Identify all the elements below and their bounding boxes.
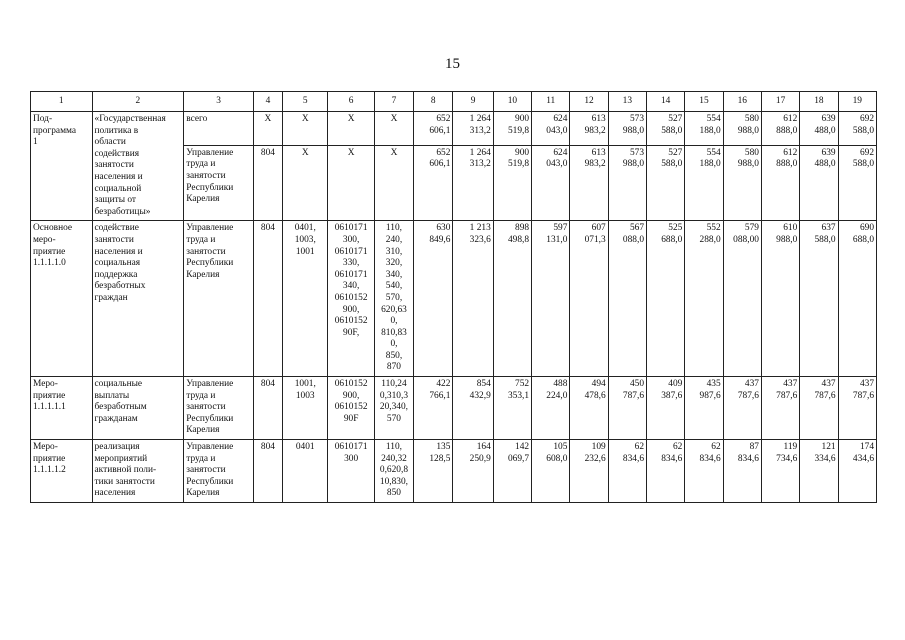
table-row xyxy=(31,221,877,377)
column-number-header xyxy=(532,92,570,112)
expense-type-cell xyxy=(374,440,413,503)
grbs-cell-text: 804 xyxy=(260,147,275,158)
value-cell xyxy=(647,440,685,503)
column-number-header xyxy=(253,92,282,112)
row-name-cell-text: социальные выплаты безработным гражданам xyxy=(94,379,147,424)
column-number-header xyxy=(493,92,531,112)
column-number-header-text: 3 xyxy=(216,95,221,106)
column-number-header xyxy=(761,92,799,112)
value-cell-text: 637 588,0 xyxy=(814,223,836,245)
grbs-cell-text: 804 xyxy=(260,442,275,453)
executor-cell xyxy=(184,377,254,440)
value-cell xyxy=(493,377,531,440)
value-cell-text: 62 834,6 xyxy=(699,442,721,464)
column-number-header-text: 2 xyxy=(135,95,141,106)
value-cell-text: 437 787,6 xyxy=(776,379,798,401)
value-cell xyxy=(761,221,799,377)
executor-cell xyxy=(184,221,254,377)
column-number-header xyxy=(685,92,723,112)
value-cell-text: 752 353,1 xyxy=(507,379,530,401)
value-cell xyxy=(453,221,493,377)
row-name-cell xyxy=(92,377,184,440)
value-cell-text: 109 232,6 xyxy=(584,442,606,464)
value-cell-text: 900 519,8 xyxy=(507,147,530,170)
row-label-cell xyxy=(31,377,93,440)
value-cell xyxy=(570,377,608,440)
value-cell-text: 142 069,7 xyxy=(507,442,530,464)
column-number-header xyxy=(328,92,374,112)
column-number-header xyxy=(374,92,413,112)
value-cell xyxy=(838,145,876,221)
value-cell xyxy=(414,145,453,221)
value-cell-text: 1 264 313,2 xyxy=(469,114,491,136)
value-cell-text: 435 987,6 xyxy=(699,379,721,401)
expense-type-cell-text: Х xyxy=(390,147,398,158)
row-label-cell-text: Основное меро- приятие 1.1.1.1.0 xyxy=(33,223,73,269)
value-cell-text: 580 988,0 xyxy=(737,147,759,170)
expense-type-cell-text: 110, 240, 310, 320, 340, 540, 570, 620,63 0, 810,83 0, 850, 870 xyxy=(381,223,407,373)
value-cell-text: 610 988,0 xyxy=(776,223,798,245)
value-cell-text: 573 988,0 xyxy=(622,147,644,170)
header-row xyxy=(31,92,877,112)
column-number-header-text: 5 xyxy=(302,95,308,106)
value-cell xyxy=(685,221,723,377)
row-name-cell xyxy=(92,440,184,503)
value-cell xyxy=(414,221,453,377)
value-cell-text: 87 834,6 xyxy=(737,442,759,464)
value-cell-text: 630 849,6 xyxy=(429,223,451,245)
value-cell xyxy=(800,145,838,221)
page-number: 15 xyxy=(445,56,460,72)
value-cell xyxy=(532,377,570,440)
column-number-header xyxy=(453,92,493,112)
value-cell-text: 639 488,0 xyxy=(814,114,836,136)
value-cell xyxy=(493,145,531,221)
table-row xyxy=(31,440,877,503)
value-cell-text: 900 519,8 xyxy=(507,114,530,136)
value-cell xyxy=(493,440,531,503)
value-cell xyxy=(723,145,761,221)
column-number-header-text: 15 xyxy=(699,95,709,106)
executor-cell-text: Управление труда и занятости Республики Карелия xyxy=(186,379,234,436)
section-code-cell xyxy=(283,112,328,146)
column-number-header xyxy=(723,92,761,112)
grbs-cell xyxy=(253,377,282,440)
value-cell-text: 174 434,6 xyxy=(852,442,874,464)
value-cell xyxy=(532,221,570,377)
value-cell-text: 105 608,0 xyxy=(546,442,568,464)
target-article-cell-text: 0610171 300 xyxy=(334,442,368,464)
target-article-cell xyxy=(328,377,374,440)
grbs-cell xyxy=(253,145,282,221)
column-number-header-text: 11 xyxy=(546,95,556,106)
section-code-cell-text: 0401, 1003, 1001 xyxy=(294,223,316,257)
value-cell-text: 494 478,6 xyxy=(584,379,606,401)
value-cell-text: 612 888,0 xyxy=(776,114,798,136)
value-cell xyxy=(532,145,570,221)
section-code-cell xyxy=(283,145,328,221)
row-label-cell-text: Меро- приятие 1.1.1.1.2 xyxy=(33,442,66,476)
expense-type-cell-text: 110,24 0,310,3 20,340, 570 xyxy=(379,379,409,424)
value-cell xyxy=(761,377,799,440)
executor-cell-text: Управление труда и занятости Республики Карелия xyxy=(186,147,234,205)
executor-cell-text: Управление труда и занятости Республики Карелия xyxy=(186,223,234,280)
expense-type-cell xyxy=(374,112,413,146)
value-cell xyxy=(838,440,876,503)
column-number-header-text: 4 xyxy=(265,95,271,106)
value-cell-text: 567 088,0 xyxy=(622,223,644,245)
column-number-header-text: 12 xyxy=(584,95,594,106)
row-label-cell xyxy=(31,440,93,503)
value-cell xyxy=(608,112,646,146)
column-number-header-text: 19 xyxy=(852,95,862,106)
grbs-cell xyxy=(253,221,282,377)
value-cell-text: 437 787,6 xyxy=(814,379,836,401)
value-cell-text: 597 131,0 xyxy=(546,223,568,245)
column-number-header-text: 14 xyxy=(660,95,671,106)
column-number-header xyxy=(92,92,184,112)
column-number-header xyxy=(838,92,876,112)
value-cell xyxy=(532,112,570,146)
expense-type-cell xyxy=(374,221,413,377)
column-number-header xyxy=(414,92,453,112)
value-cell xyxy=(761,440,799,503)
row-label-cell-text: Меро- приятие 1.1.1.1.1 xyxy=(33,379,66,413)
value-cell-text: 652 606,1 xyxy=(429,147,451,170)
column-number-header-text: 13 xyxy=(622,95,633,106)
value-cell-text: 554 188,0 xyxy=(699,114,721,136)
value-cell xyxy=(453,112,493,146)
section-code-cell-text: Х xyxy=(301,114,309,124)
value-cell xyxy=(647,145,685,221)
value-cell xyxy=(761,145,799,221)
target-article-cell xyxy=(328,440,374,503)
value-cell xyxy=(723,112,761,146)
value-cell xyxy=(608,221,646,377)
value-cell-text: 488 224,0 xyxy=(546,379,568,401)
column-number-header-text: 8 xyxy=(430,95,436,106)
column-number-header xyxy=(570,92,608,112)
value-cell-text: 527 588,0 xyxy=(661,147,683,170)
value-cell-text: 437 787,6 xyxy=(852,379,874,401)
column-number-header xyxy=(800,92,838,112)
value-cell xyxy=(800,377,838,440)
section-code-cell xyxy=(283,440,328,503)
row-name-cell xyxy=(92,112,184,221)
column-number-header-text: 1 xyxy=(58,95,64,106)
column-number-header-text: 18 xyxy=(814,95,824,106)
value-cell xyxy=(570,112,608,146)
row-label-cell-text: Под- программа 1 xyxy=(33,114,77,148)
section-code-cell xyxy=(283,221,328,377)
grbs-cell-text: 804 xyxy=(260,223,275,234)
value-cell-text: 652 606,1 xyxy=(429,114,451,136)
executor-cell-text: всего xyxy=(186,114,208,124)
value-cell-text: 121 334,6 xyxy=(814,442,836,464)
target-article-cell-text: Х xyxy=(347,114,355,124)
row-name-cell xyxy=(92,221,184,377)
value-cell xyxy=(453,145,493,221)
column-number-header xyxy=(31,92,93,112)
section-code-cell-text: 0401 xyxy=(295,442,315,453)
section-code-cell-text: Х xyxy=(301,147,309,158)
value-cell xyxy=(570,145,608,221)
value-cell xyxy=(685,145,723,221)
column-number-header-text: 17 xyxy=(775,95,786,106)
value-cell-text: 639 488,0 xyxy=(814,147,836,170)
target-article-cell-text: 0610152 900, 0610152 90F xyxy=(334,379,368,424)
target-article-cell xyxy=(328,112,374,146)
value-cell-text: 607 071,3 xyxy=(584,223,606,245)
value-cell-text: 1 213 323,6 xyxy=(469,223,491,245)
value-cell-text: 164 250,9 xyxy=(469,442,491,464)
value-cell xyxy=(570,221,608,377)
value-cell xyxy=(414,440,453,503)
value-cell xyxy=(453,377,493,440)
value-cell-text: 422 766,1 xyxy=(429,379,451,401)
value-cell-text: 613 983,2 xyxy=(584,147,606,170)
value-cell-text: 579 088,00 xyxy=(733,223,759,245)
value-cell xyxy=(685,112,723,146)
value-cell xyxy=(800,221,838,377)
section-code-cell-text: 1001, 1003 xyxy=(294,379,316,401)
section-code-cell xyxy=(283,377,328,440)
grbs-cell-text: 804 xyxy=(260,379,275,390)
value-cell-text: 437 787,6 xyxy=(737,379,759,401)
value-cell-text: 692 588,0 xyxy=(852,147,874,170)
value-cell xyxy=(800,112,838,146)
value-cell xyxy=(453,440,493,503)
grbs-cell xyxy=(253,112,282,146)
column-number-header xyxy=(184,92,254,112)
value-cell xyxy=(838,221,876,377)
grbs-cell xyxy=(253,440,282,503)
row-name-cell-text: содействие занятости населения и социальная поддержка безработных граждан xyxy=(94,223,146,303)
value-cell-text: 854 432,9 xyxy=(469,379,491,401)
column-number-header-text: 9 xyxy=(470,95,476,106)
value-cell-text: 690 688,0 xyxy=(852,223,874,245)
executor-cell xyxy=(184,145,254,221)
value-cell xyxy=(414,377,453,440)
table-row xyxy=(31,377,877,440)
expense-type-cell-text: 110, 240,32 0,620,8 10,830, 850 xyxy=(379,442,409,499)
value-cell xyxy=(723,440,761,503)
value-cell-text: 62 834,6 xyxy=(622,442,644,464)
column-number-header xyxy=(283,92,328,112)
column-number-header xyxy=(608,92,646,112)
value-cell-text: 527 588,0 xyxy=(661,114,683,136)
value-cell xyxy=(532,440,570,503)
value-cell xyxy=(414,112,453,146)
value-cell-text: 62 834,6 xyxy=(661,442,683,464)
expense-type-cell-text: Х xyxy=(390,114,398,124)
value-cell-text: 409 387,6 xyxy=(661,379,683,401)
target-article-cell-text: Х xyxy=(347,147,355,158)
value-cell-text: 1 264 313,2 xyxy=(469,147,491,170)
value-cell-text: 692 588,0 xyxy=(852,114,874,136)
executor-cell xyxy=(184,440,254,503)
value-cell-text: 552 288,0 xyxy=(699,223,721,245)
table-row xyxy=(31,112,877,146)
budget-table xyxy=(30,91,877,503)
value-cell xyxy=(647,112,685,146)
executor-cell xyxy=(184,112,254,146)
row-name-cell-text: реализация мероприятий активной поли- тики занятости населения xyxy=(94,442,157,499)
value-cell xyxy=(608,377,646,440)
target-article-cell-text: 0610171 300, 0610171 330, 0610171 340, 0610152 900, 0610152 90F, xyxy=(334,223,368,338)
column-number-header-text: 6 xyxy=(348,95,354,106)
grbs-cell-text: Х xyxy=(264,114,272,124)
column-number-header-text: 10 xyxy=(507,95,518,106)
value-cell-text: 612 888,0 xyxy=(776,147,798,170)
value-cell xyxy=(685,377,723,440)
value-cell xyxy=(838,377,876,440)
executor-cell-text: Управление труда и занятости Республики Карелия xyxy=(186,442,234,499)
expense-type-cell xyxy=(374,145,413,221)
value-cell-text: 613 983,2 xyxy=(584,114,606,136)
value-cell xyxy=(723,221,761,377)
value-cell xyxy=(493,221,531,377)
value-cell-text: 554 188,0 xyxy=(699,147,721,170)
value-cell-text: 898 498,8 xyxy=(507,223,530,245)
target-article-cell xyxy=(328,221,374,377)
value-cell xyxy=(493,112,531,146)
value-cell-text: 119 734,6 xyxy=(776,442,798,464)
value-cell xyxy=(800,440,838,503)
value-cell-text: 135 128,5 xyxy=(429,442,451,464)
expense-type-cell xyxy=(374,377,413,440)
value-cell xyxy=(838,112,876,146)
value-cell xyxy=(647,377,685,440)
value-cell-text: 525 688,0 xyxy=(661,223,683,245)
value-cell-text: 580 988,0 xyxy=(737,114,759,136)
value-cell xyxy=(570,440,608,503)
row-label-cell xyxy=(31,112,93,221)
row-label-cell xyxy=(31,221,93,377)
row-name-cell-text: «Государственная политика в области содействия занятости населения и социальной защиты от безработицы» xyxy=(94,114,166,217)
value-cell xyxy=(608,440,646,503)
value-cell-text: 624 043,0 xyxy=(546,147,568,170)
column-number-header-text: 16 xyxy=(737,95,747,106)
value-cell-text: 624 043,0 xyxy=(546,114,568,136)
column-number-header-text: 7 xyxy=(391,95,397,106)
column-number-header xyxy=(647,92,685,112)
value-cell-text: 573 988,0 xyxy=(622,114,644,136)
value-cell-text: 450 787,6 xyxy=(622,379,644,401)
value-cell xyxy=(647,221,685,377)
value-cell xyxy=(723,377,761,440)
value-cell xyxy=(761,112,799,146)
target-article-cell xyxy=(328,145,374,221)
value-cell xyxy=(608,145,646,221)
value-cell xyxy=(685,440,723,503)
